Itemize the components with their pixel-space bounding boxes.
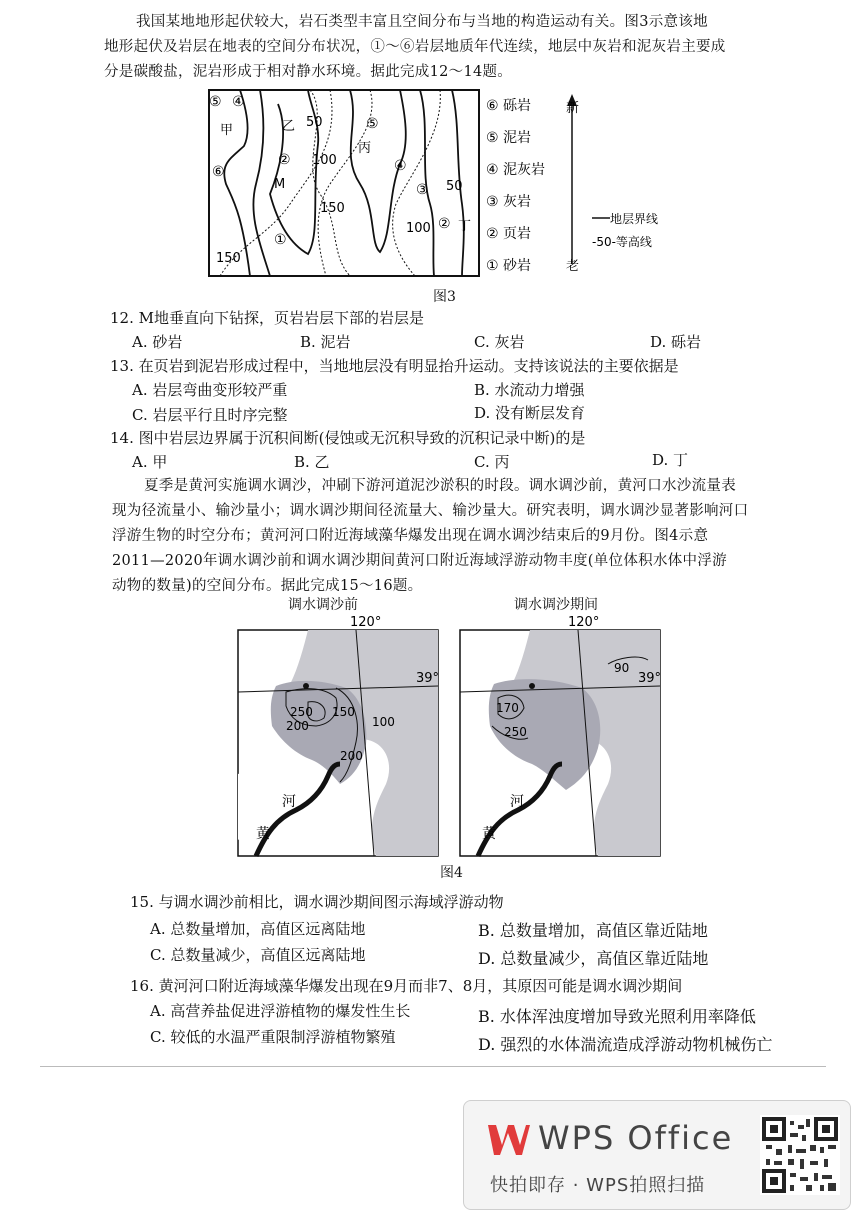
q16-option-d: D. 强烈的水体湍流造成浮游动物机械伤亡	[478, 1035, 773, 1054]
intro-line: 夏季是黄河实施调水调沙，冲刷下游河道泥沙淤积的时段。调水调沙前，黄河口水沙流量表	[144, 478, 736, 494]
fig3-label: 甲	[220, 123, 234, 138]
q13-option-d: D. 没有断层发育	[474, 404, 586, 422]
fig3-label: 100	[312, 153, 337, 168]
fig3-label: ③	[416, 182, 429, 198]
fig3-label: 50	[306, 115, 323, 130]
fig4-right-contour: 90	[614, 661, 630, 675]
q13-option-b: B. 水流动力增强	[474, 381, 585, 399]
figure3-map	[200, 84, 659, 294]
page-divider	[40, 1066, 826, 1067]
intro-line: 动物的数量)的空间分布。据此完成15～16题。	[112, 578, 423, 594]
fig4-left-lon: 120°	[350, 615, 382, 630]
q15-option-b: B. 总数量增加，高值区靠近陆地	[478, 921, 708, 940]
intro-line: 2011—2020年调水调沙前和调水调沙期间黄河口附近海域浮游动物丰度(单位体积水体中浮游	[112, 553, 727, 569]
intro-line: 现为径流量小、输沙量小；调水调沙期间径流量大、输沙量大。研究表明，调水调沙显著影响河口	[112, 503, 749, 519]
fig3-label: 乙	[282, 119, 296, 134]
fig4-left-river: 黄	[256, 826, 270, 842]
intro-line: 我国某地地形起伏较大，岩石类型丰富且空间分布与当地的构造运动有关。图3示意该地	[136, 14, 708, 30]
q16-option-b: B. 水体浑浊度增加导致光照利用率降低	[478, 1007, 756, 1026]
q13-option-a: A. 岩层弯曲变形较严重	[132, 381, 288, 399]
fig4-left-contour: 200	[286, 719, 309, 733]
figure4-left-map	[236, 614, 450, 860]
fig4-left-title: 调水调沙前	[288, 597, 358, 613]
q12-option-b: B. 泥岩	[300, 333, 351, 351]
fig3-label: ①	[274, 232, 287, 248]
q14-option-b: B. 乙	[294, 453, 330, 471]
q15-stem: 15. 与调水调沙前相比，调水调沙期间图示海域浮游动物	[130, 893, 504, 911]
intro-line: 分是碳酸盐，泥岩形成于相对静水环境。据此完成12～14题。	[104, 64, 513, 80]
figure3-caption: 图3	[433, 289, 456, 305]
fig4-right-title: 调水调沙期间	[514, 597, 598, 613]
wps-brand: WPS Office	[538, 1119, 734, 1157]
section2-intro	[112, 474, 812, 599]
fig3-label: ⑤	[366, 116, 379, 132]
axis-new: 新	[566, 101, 580, 116]
fig4-left-lat: 39°	[416, 671, 440, 686]
q13-stem: 13. 在页岩到泥岩形成过程中，当地地层没有明显抬升运动。支持该说法的主要依据是	[110, 357, 679, 375]
figure4-right-map	[458, 614, 672, 860]
q14-option-d: D. 丁	[652, 451, 689, 469]
key-boundary: 地层界线	[610, 212, 659, 226]
fig3-label: 150	[216, 251, 241, 266]
fig4-right-lon: 120°	[568, 615, 600, 630]
q14-option-a: A. 甲	[132, 453, 168, 471]
fig4-right-contour: 170	[496, 701, 519, 715]
fig3-label: ⑤	[209, 94, 222, 110]
figure4-caption: 图4	[440, 865, 463, 881]
key-contour: -50-等高线	[592, 235, 652, 249]
section1-intro	[104, 10, 794, 85]
q16-stem: 16. 黄河河口附近海域藻华爆发出现在9月而非7、8月，其原因可能是调水调沙期间	[130, 977, 683, 995]
fig3-label: 丁	[458, 219, 472, 234]
fig4-left-contour: 100	[372, 715, 395, 729]
fig3-label: 丙	[358, 141, 372, 156]
fig3-label: 150	[320, 201, 345, 216]
fig3-label: 50	[446, 179, 463, 194]
qr-code-icon	[760, 1115, 840, 1195]
fig4-right-lat: 39°	[638, 671, 662, 686]
fig3-legend-item: ⑥ 砾岩	[486, 98, 532, 114]
q12-option-a: A. 砂岩	[132, 333, 183, 351]
q15-option-d: D. 总数量减少，高值区靠近陆地	[478, 949, 709, 968]
intro-line: 浮游生物的时空分布；黄河河口附近海域藻华爆发出现在调水调沙结束后的9月份。图4示意	[112, 528, 709, 544]
fig4-left-contour: 250	[290, 705, 313, 719]
fig3-label: ②	[278, 152, 291, 168]
fig4-left-river: 河	[282, 794, 296, 810]
fig3-label: ④	[232, 94, 245, 110]
fig4-left-contour: 150	[332, 705, 355, 719]
q14-stem: 14. 图中岩层边界属于沉积间断(侵蚀或无沉积导致的沉积记录中断)的是	[110, 429, 586, 447]
fig3-legend-item: ② 页岩	[486, 226, 532, 242]
intro-line: 地形起伏及岩层在地表的空间分布状况，①～⑥岩层地质年代连续，地层中灰岩和泥灰岩主要成	[104, 39, 726, 55]
wps-logo-icon	[486, 1119, 530, 1159]
wps-tagline: 快拍即存 · WPS拍照扫描	[490, 1175, 706, 1196]
fig4-right-contour: 250	[504, 725, 527, 739]
wps-watermark	[463, 1100, 851, 1210]
fig3-label: ⑥	[212, 164, 225, 180]
fig3-legend-item: ③ 灰岩	[486, 194, 532, 210]
fig3-legend-item: ① 砂岩	[486, 258, 532, 274]
q12-stem: 12. M地垂直向下钻探，页岩岩层下部的岩层是	[110, 309, 424, 327]
fig3-legend-item: ⑤ 泥岩	[486, 130, 532, 146]
q16-option-c: C. 较低的水温严重限制浮游植物繁殖	[150, 1028, 396, 1046]
fig3-legend-item: ④ 泥灰岩	[486, 162, 546, 178]
q12-option-d: D. 砾岩	[650, 333, 702, 351]
q14-option-c: C. 丙	[474, 453, 510, 471]
fig3-label: ④	[394, 158, 407, 174]
q15-option-c: C. 总数量减少，高值区远离陆地	[150, 946, 366, 964]
q16-option-a: A. 高营养盐促进浮游植物的爆发性生长	[150, 1002, 411, 1020]
fig4-left-contour: 200	[340, 749, 363, 763]
fig3-label: M	[274, 177, 286, 192]
fig3-label: 100	[406, 221, 431, 236]
axis-old: 老	[566, 259, 580, 274]
q13-option-c: C. 岩层平行且时序完整	[132, 406, 288, 424]
q15-option-a: A. 总数量增加，高值区远离陆地	[150, 920, 366, 938]
fig3-label: ②	[438, 216, 451, 232]
fig4-right-river: 黄	[482, 826, 496, 842]
q12-option-c: C. 灰岩	[474, 333, 525, 351]
fig4-right-river: 河	[510, 794, 524, 810]
